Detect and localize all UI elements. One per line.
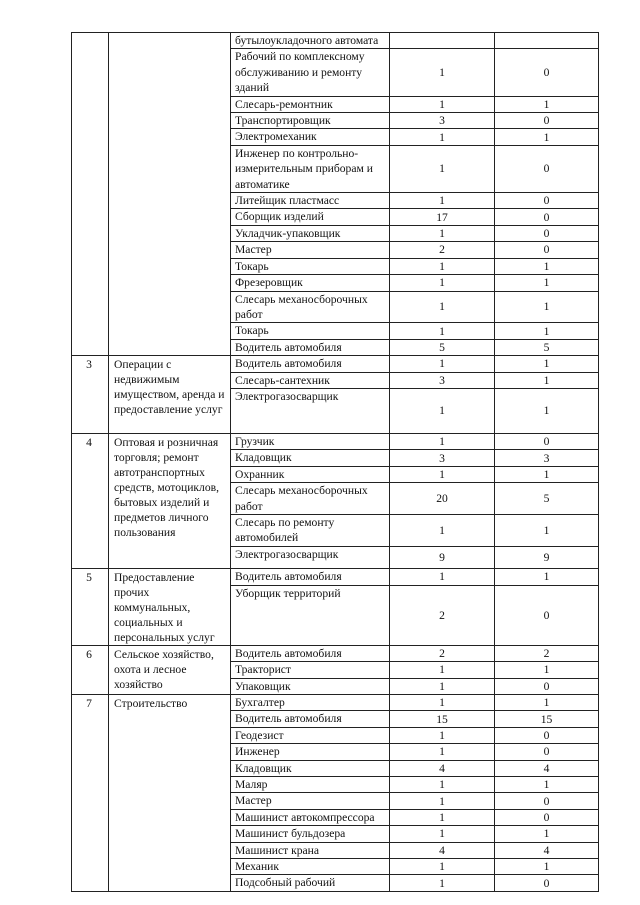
- profession-cell: Электрогазосварщик: [231, 388, 390, 433]
- group-category: Сельское хозяйство, охота и лесное хозяйство: [109, 645, 231, 694]
- count-cell-a: 9: [390, 546, 495, 568]
- count-cell-a: 17: [390, 209, 495, 225]
- profession-cell: Слесарь по ремонту автомобилей: [231, 514, 390, 546]
- profession-cell: Сборщик изделий: [231, 209, 390, 225]
- profession-cell: Укладчик-упаковщик: [231, 225, 390, 241]
- count-cell-b: 0: [495, 793, 599, 809]
- count-cell-a: 1: [390, 96, 495, 112]
- profession-cell: Слесарь механосборочных работ: [231, 291, 390, 323]
- profession-cell: Токарь: [231, 323, 390, 339]
- count-cell-b: 4: [495, 842, 599, 858]
- count-cell-b: 2: [495, 645, 599, 661]
- group-category: Оптовая и розничная торговля; ремонт автотранспортных средств, мотоциклов, бытовых изделий и предметов личного пользования: [109, 433, 231, 568]
- count-cell-b: 0: [495, 225, 599, 241]
- group-category: [109, 33, 231, 356]
- count-cell-a: 1: [390, 514, 495, 546]
- profession-cell: Транспортировщик: [231, 113, 390, 129]
- profession-cell: Кладовщик: [231, 760, 390, 776]
- count-cell-a: 1: [390, 258, 495, 274]
- profession-cell: Уборщик территорий: [231, 585, 390, 645]
- count-cell-a: 3: [390, 372, 495, 388]
- count-cell-a: 1: [390, 356, 495, 372]
- profession-cell: Рабочий по комплексному обслуживанию и ремонту зданий: [231, 49, 390, 96]
- count-cell-b: 1: [495, 466, 599, 482]
- count-cell-b: 1: [495, 826, 599, 842]
- count-cell-a: 1: [390, 859, 495, 875]
- count-cell-a: 1: [390, 727, 495, 743]
- profession-cell: Инженер: [231, 744, 390, 760]
- count-cell-a: 1: [390, 433, 495, 449]
- count-cell-a: 4: [390, 842, 495, 858]
- count-cell-b: 5: [495, 483, 599, 515]
- count-cell-a: 5: [390, 339, 495, 355]
- count-cell-b: 5: [495, 339, 599, 355]
- count-cell-a: 2: [390, 242, 495, 258]
- table-row: [72, 356, 599, 372]
- count-cell-b: 0: [495, 727, 599, 743]
- table-row: [72, 695, 599, 711]
- count-cell-a: 1: [390, 662, 495, 678]
- count-cell-a: 1: [390, 323, 495, 339]
- count-cell-a: 1: [390, 225, 495, 241]
- count-cell-a: 4: [390, 760, 495, 776]
- count-cell-b: 1: [495, 514, 599, 546]
- profession-cell: Машинист автокомпрессора: [231, 809, 390, 825]
- count-cell-a: 1: [390, 695, 495, 711]
- profession-cell: Электромеханик: [231, 129, 390, 145]
- profession-cell: Машинист бульдозера: [231, 826, 390, 842]
- profession-cell: Мастер: [231, 242, 390, 258]
- count-cell-b: 0: [495, 113, 599, 129]
- vacancy-table: [71, 32, 599, 892]
- count-cell-b: 1: [495, 356, 599, 372]
- count-cell-b: 0: [495, 585, 599, 645]
- count-cell-b: 0: [495, 744, 599, 760]
- count-cell-b: 1: [495, 388, 599, 433]
- profession-cell: Машинист крана: [231, 842, 390, 858]
- group-number: 3: [72, 356, 109, 434]
- profession-cell: Слесарь-ремонтник: [231, 96, 390, 112]
- profession-cell: Водитель автомобиля: [231, 645, 390, 661]
- count-cell-b: 1: [495, 859, 599, 875]
- table-row: [72, 568, 599, 585]
- profession-cell: Подсобный рабочий: [231, 875, 390, 891]
- table-row: [72, 433, 599, 449]
- count-cell-b: 1: [495, 275, 599, 291]
- profession-cell: Грузчик: [231, 433, 390, 449]
- count-cell-b: 0: [495, 242, 599, 258]
- count-cell-a: 3: [390, 113, 495, 129]
- group-category: Строительство: [109, 695, 231, 892]
- profession-cell: Кладовщик: [231, 450, 390, 466]
- count-cell-a: 1: [390, 793, 495, 809]
- count-cell-b: 1: [495, 258, 599, 274]
- count-cell-a: 1: [390, 744, 495, 760]
- count-cell-a: 2: [390, 645, 495, 661]
- count-cell-a: 1: [390, 129, 495, 145]
- count-cell-b: 1: [495, 96, 599, 112]
- count-cell-b: 0: [495, 809, 599, 825]
- count-cell-b: 1: [495, 777, 599, 793]
- group-number: 7: [72, 695, 109, 892]
- profession-cell: Водитель автомобиля: [231, 339, 390, 355]
- count-cell-a: 1: [390, 809, 495, 825]
- count-cell-a: 2: [390, 585, 495, 645]
- count-cell-a: 1: [390, 193, 495, 209]
- count-cell-a: 1: [390, 777, 495, 793]
- profession-cell: бутылоукладочного автомата: [231, 33, 390, 49]
- count-cell-b: 0: [495, 433, 599, 449]
- count-cell-a: 1: [390, 275, 495, 291]
- count-cell-b: 9: [495, 546, 599, 568]
- profession-cell: Водитель автомобиля: [231, 711, 390, 727]
- profession-cell: Мастер: [231, 793, 390, 809]
- profession-cell: Геодезист: [231, 727, 390, 743]
- group-number: [72, 33, 109, 356]
- profession-cell: Литейщик пластмасс: [231, 193, 390, 209]
- profession-cell: Бухгалтер: [231, 695, 390, 711]
- count-cell-a: 1: [390, 678, 495, 694]
- profession-cell: Механик: [231, 859, 390, 875]
- count-cell-b: 3: [495, 450, 599, 466]
- profession-cell: Упаковщик: [231, 678, 390, 694]
- count-cell-a: 1: [390, 388, 495, 433]
- profession-cell: Слесарь механосборочных работ: [231, 483, 390, 515]
- count-cell-a: 1: [390, 49, 495, 96]
- group-number: 6: [72, 645, 109, 694]
- count-cell-a: 15: [390, 711, 495, 727]
- count-cell-b: 0: [495, 49, 599, 96]
- count-cell-b: 15: [495, 711, 599, 727]
- profession-cell: Маляр: [231, 777, 390, 793]
- profession-cell: Электрогазосварщик: [231, 546, 390, 568]
- count-cell-a: 1: [390, 568, 495, 585]
- table-row: [72, 645, 599, 661]
- count-cell-a: 1: [390, 145, 495, 192]
- count-cell-b: 1: [495, 662, 599, 678]
- count-cell-a: 3: [390, 450, 495, 466]
- group-number: 4: [72, 433, 109, 568]
- profession-cell: Водитель автомобиля: [231, 568, 390, 585]
- count-cell-a: 1: [390, 466, 495, 482]
- group-category: Операции с недвижимым имуществом, аренда и предоставление услуг: [109, 356, 231, 434]
- table-body: [72, 33, 599, 892]
- count-cell-b: 1: [495, 323, 599, 339]
- count-cell-b: 0: [495, 193, 599, 209]
- count-cell-a: 1: [390, 826, 495, 842]
- profession-cell: Тракторист: [231, 662, 390, 678]
- count-cell-a: [390, 33, 495, 49]
- count-cell-b: 1: [495, 129, 599, 145]
- count-cell-b: 1: [495, 568, 599, 585]
- count-cell-a: 1: [390, 875, 495, 891]
- table-row: [72, 33, 599, 49]
- count-cell-b: 4: [495, 760, 599, 776]
- profession-cell: Охранник: [231, 466, 390, 482]
- profession-cell: Слесарь-сантехник: [231, 372, 390, 388]
- profession-cell: Инженер по контрольно-измерительным приборам и автоматике: [231, 145, 390, 192]
- count-cell-a: 20: [390, 483, 495, 515]
- count-cell-b: 1: [495, 372, 599, 388]
- count-cell-b: 0: [495, 875, 599, 891]
- count-cell-b: 1: [495, 695, 599, 711]
- count-cell-b: 0: [495, 678, 599, 694]
- group-number: 5: [72, 568, 109, 645]
- count-cell-a: 1: [390, 291, 495, 323]
- count-cell-b: 1: [495, 291, 599, 323]
- count-cell-b: 0: [495, 209, 599, 225]
- count-cell-b: [495, 33, 599, 49]
- profession-cell: Токарь: [231, 258, 390, 274]
- profession-cell: Фрезеровщик: [231, 275, 390, 291]
- count-cell-b: 0: [495, 145, 599, 192]
- group-category: Предоставление прочих коммунальных, социальных и персональных услуг: [109, 568, 231, 645]
- profession-cell: Водитель автомобиля: [231, 356, 390, 372]
